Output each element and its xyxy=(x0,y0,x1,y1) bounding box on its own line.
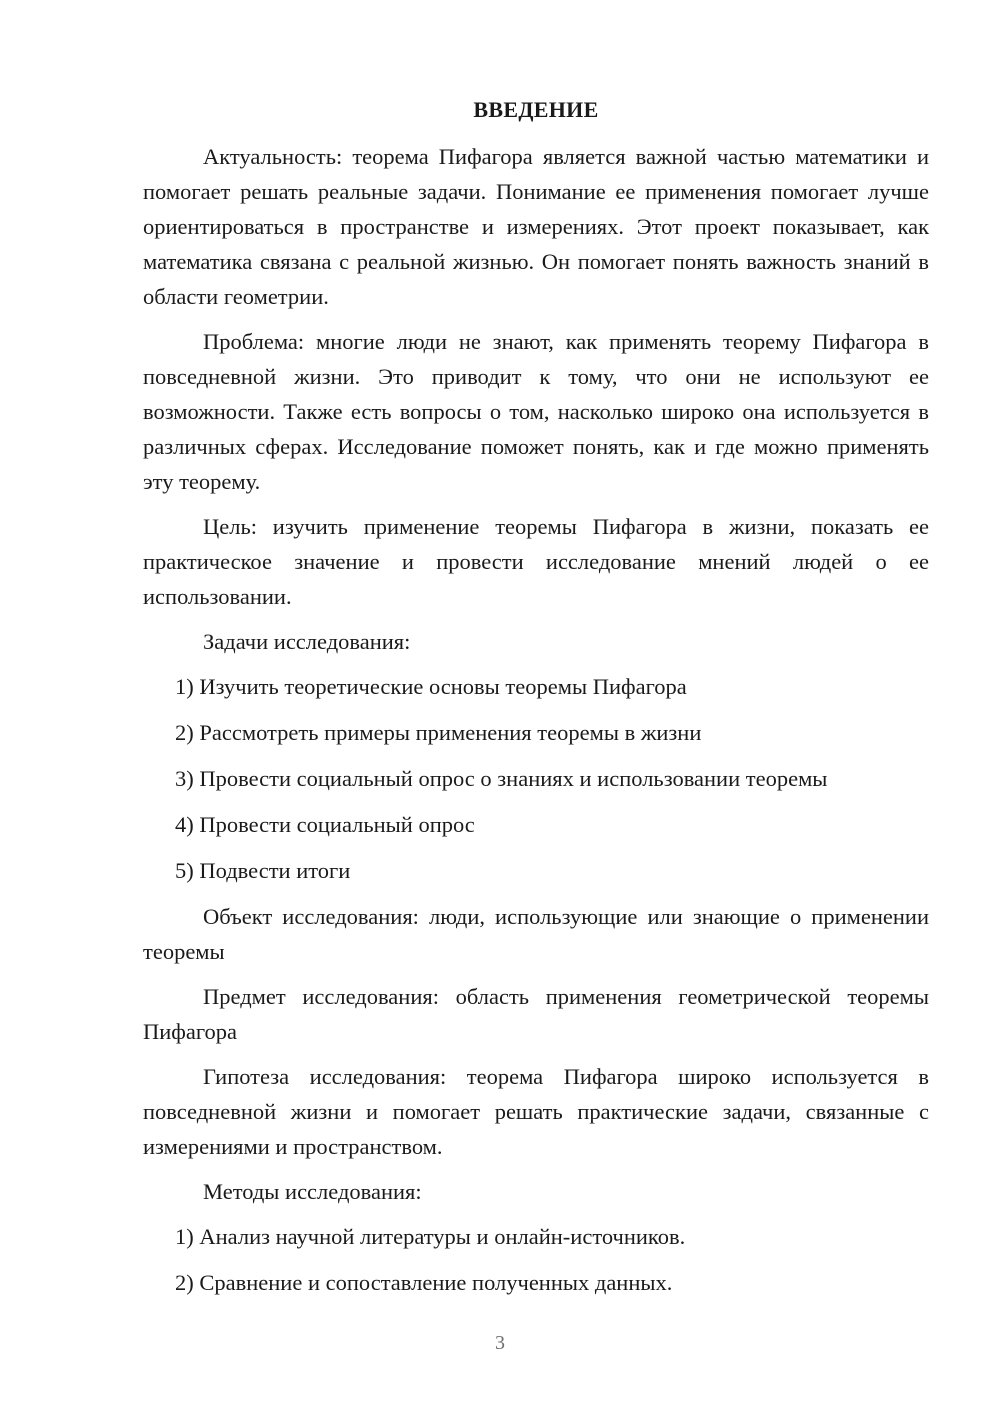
list-item: 1) Изучить теоретические основы теоремы Пифагора xyxy=(175,674,687,699)
list-item: 3) Провести социальный опрос о знаниях и использовании теоремы xyxy=(175,766,828,791)
methods-list xyxy=(143,1219,929,1300)
tasks-list xyxy=(143,669,929,888)
page-number: 3 xyxy=(495,1332,505,1354)
list-item: 2) Сравнение и сопоставление полученных данных. xyxy=(175,1270,673,1295)
goal-paragraph: Цель: изучить применение теоремы Пифагора в жизни, показать ее практическое значение и провести исследование мнений людей о ее использовании. xyxy=(143,514,929,609)
tasks-label: Задачи исследования: xyxy=(203,629,411,654)
document-page xyxy=(143,92,929,1311)
subject-paragraph: Предмет исследования: область применения геометрической теоремы Пифагора xyxy=(143,984,929,1044)
methods-label: Методы исследования: xyxy=(203,1179,422,1204)
page-title: ВВЕДЕНИЕ xyxy=(473,97,599,122)
list-item: 1) Анализ научной литературы и онлайн-источников. xyxy=(175,1224,686,1249)
problem-paragraph: Проблема: многие люди не знают, как применять теорему Пифагора в повседневной жизни. Это приводит к тому, что они не используют ее возможности. Также есть вопросы о том, насколько широко она используется в различных сферах. Исследование поможет понять, как и где можно применять эту теорему. xyxy=(143,329,929,494)
list-item: 2) Рассмотреть примеры применения теоремы в жизни xyxy=(175,720,702,745)
hypothesis-paragraph: Гипотеза исследования: теорема Пифагора широко используется в повседневной жизни и помогает решать практические задачи, связанные с измерениями и пространством. xyxy=(143,1064,929,1159)
list-item: 5) Подвести итоги xyxy=(175,858,351,883)
relevance-paragraph: Актуальность: теорема Пифагора является важной частью математики и помогает решать реальные задачи. Понимание ее применения помогает лучше ориентироваться в пространстве и измерениях. Этот проект показывает, как математика связана с реальной жизнью. Он помогает понять важность знаний в области геометрии. xyxy=(143,144,929,309)
list-item: 4) Провести социальный опрос xyxy=(175,812,475,837)
object-paragraph: Объект исследования: люди, использующие или знающие о применении теоремы xyxy=(143,904,929,964)
